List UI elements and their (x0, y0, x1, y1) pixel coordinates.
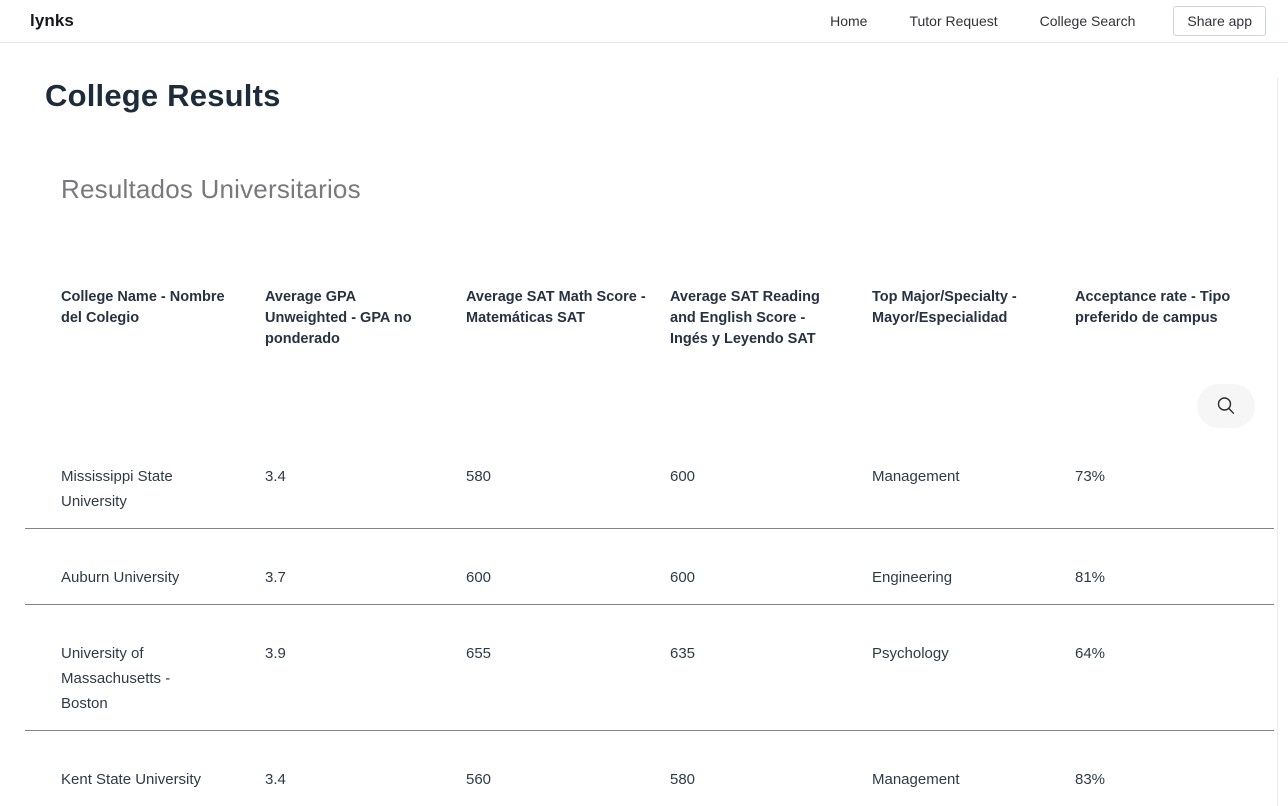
table-cell: Auburn University (61, 569, 180, 586)
table-toolbar (25, 384, 1274, 428)
table-search-button[interactable] (1197, 384, 1255, 428)
table-cell: 3.9 (265, 645, 286, 662)
table-header-cell: Average SAT Reading and English Score - Ingés y Leyendo SAT (670, 289, 820, 347)
table-cell: 580 (670, 771, 696, 788)
section-title: Resultados Universitarios (61, 174, 361, 204)
table-cell: 635 (670, 645, 696, 662)
brand-logo[interactable]: lynks (30, 11, 74, 30)
table-cell: 73% (1075, 468, 1106, 485)
table-cell: 3.4 (265, 771, 286, 788)
table-header-cell: Average GPA Unweighted - GPA no ponderado (265, 289, 412, 347)
table-cell: University of Massachusetts - Boston (61, 645, 171, 712)
table-header-row (25, 287, 1274, 350)
table-cell: 3.4 (265, 468, 286, 485)
table-cell: 3.7 (265, 569, 286, 586)
table-cell: 64% (1075, 645, 1106, 662)
table-cell: 81% (1075, 569, 1106, 586)
table-cell: Management (872, 468, 960, 485)
table-row[interactable] (25, 605, 1274, 731)
table-cell: Mississippi State University (61, 468, 173, 510)
table-cell: Engineering (872, 569, 953, 586)
nav-item-home[interactable]: Home (830, 13, 868, 29)
content-right-divider (1277, 78, 1278, 806)
table-cell: 83% (1075, 771, 1106, 788)
table-cell: 580 (466, 468, 492, 485)
nav-links (830, 6, 1266, 36)
table-row[interactable] (25, 428, 1274, 529)
table-row[interactable] (25, 529, 1274, 605)
table-cell: 655 (466, 645, 492, 662)
table-cell: 600 (670, 569, 696, 586)
main-content (0, 78, 1288, 806)
table-cell: 600 (670, 468, 696, 485)
table-cell: Kent State University (61, 771, 202, 788)
results-section (25, 174, 1274, 806)
table-cell: 600 (466, 569, 492, 586)
search-icon (1215, 395, 1237, 417)
top-nav (0, 0, 1288, 43)
table-header-cell: Top Major/Specialty - Mayor/Especialidad (872, 289, 1017, 326)
table-cell: Psychology (872, 645, 949, 662)
table-header-cell: Acceptance rate - Tipo preferido de campus (1075, 289, 1231, 326)
college-results-table (25, 287, 1274, 806)
nav-item-tutor-request[interactable]: Tutor Request (909, 13, 998, 29)
table-row[interactable] (25, 731, 1274, 806)
table-cell: 560 (466, 771, 492, 788)
page-title: College Results (45, 78, 281, 113)
table-header-cell: Average SAT Math Score - Matemáticas SAT (466, 289, 646, 326)
table-cell: Management (872, 771, 960, 788)
nav-item-college-search[interactable]: College Search (1039, 13, 1136, 29)
share-app-button[interactable]: Share app (1173, 6, 1266, 36)
table-body (25, 428, 1274, 806)
table-header-cell: College Name - Nombre del Colegio (61, 289, 225, 326)
